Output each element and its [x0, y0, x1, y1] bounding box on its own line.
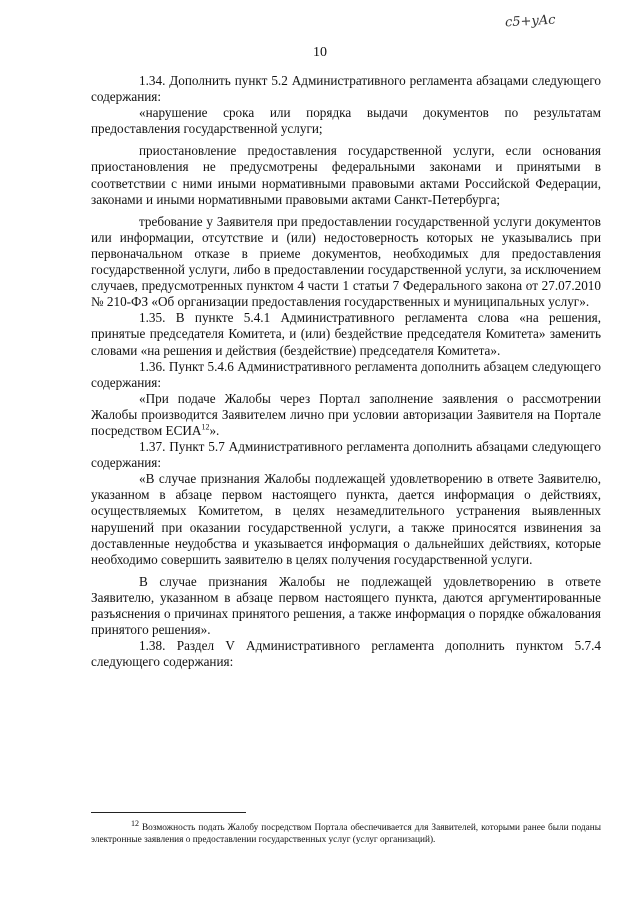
closing-quote: ». — [209, 422, 220, 438]
paragraph-1-36: 1.36. Пункт 5.4.6 Административного регламента дополнить абзацем следующего содержания: — [91, 358, 601, 390]
footnote — [91, 818, 601, 846]
page-number: 10 — [313, 45, 327, 60]
portal-complaint-text: «При подаче Жалобы через Портал заполнение заявления о рассмотрении Жалобы производится Заявителем лично при условии авторизации Заявителя на Портале посредством ЕСИА — [91, 390, 601, 438]
paragraph-quote-violation: «нарушение срока или порядка выдачи документов по результатам предоставления государственной услуги; — [91, 105, 601, 137]
paragraph-1-34: 1.34. Дополнить пункт 5.2 Административного регламента абзацами следующего содержания: — [91, 73, 601, 105]
paragraph-complaint-rejected: В случае признания Жалобы не подлежащей удовлетворению в ответе Заявителю, указанном в абзаце первом настоящего пункта, даются аргументированные разъяснения о причинах принятого решения, а также информация о порядке обжалования принятого решения». — [91, 573, 601, 638]
paragraph-requirement: требование у Заявителя при предоставлении государственной услуги документов или информации, отсутствие и (или) недостоверность которых не указывались при первоначальном отказе в приеме документов, необходимых для предоставления государственной услуги, либо в предоставлении государственной услуги, за исключением случаев, предусмотренных пунктом 4 части 1 статьи 7 Федерального закона от 27.07.2010 № 210-ФЗ «Об организации предоставления государственных и муниципальных услуг». — [91, 213, 601, 310]
footnote-divider — [91, 812, 246, 813]
footnote-reference: 12 — [201, 422, 210, 432]
footnote-marker: 12 — [131, 818, 139, 828]
paragraph-1-35: 1.35. В пункте 5.4.1 Административного регламента слова «на решения, принятые председателя Комитета, и (или) бездействие председателя Комитета» заменить словами «на решения и действия (бездействие) председателя Комитета». — [91, 310, 601, 358]
paragraph-1-37: 1.37. Пункт 5.7 Административного регламента дополнить абзацами следующего содержания: — [91, 439, 601, 471]
document-body — [91, 73, 601, 670]
handwritten-annotation: c5+yAc — [504, 12, 556, 31]
paragraph-1-38: 1.38. Раздел V Административного регламента дополнить пунктом 5.7.4 следующего содержания: — [91, 638, 601, 670]
paragraph-suspension: приостановление предоставления государственной услуги, если основания приостановления не предусмотрены федеральными законами и принятыми в соответствии с ними иными нормативными правовыми актами Российской Федерации, законами и иными нормативными правовыми актами Санкт-Петербурга; — [91, 143, 601, 207]
paragraph-portal-complaint — [91, 391, 601, 439]
paragraph-complaint-satisfied: «В случае признания Жалобы подлежащей удовлетворению в ответе Заявителю, указанном в абзаце первом настоящего пункта, дается информация о действиях, осуществляемых Комитетом, в целях незамедлительного устранения выявленных нарушений при оказании государственной услуги, а также приносятся извинения за доставленные неудобства и указывается информация о дальнейших действиях, которые необходимо совершить заявителю в целях получения государственной услуги. — [91, 471, 601, 567]
footnote-text: Возможность подать Жалобу посредством Портала обеспечивается для Заявителей, которыми ранее были поданы электронные заявления о предоставлении государственных услуг (услуг организаций). — [91, 823, 601, 845]
